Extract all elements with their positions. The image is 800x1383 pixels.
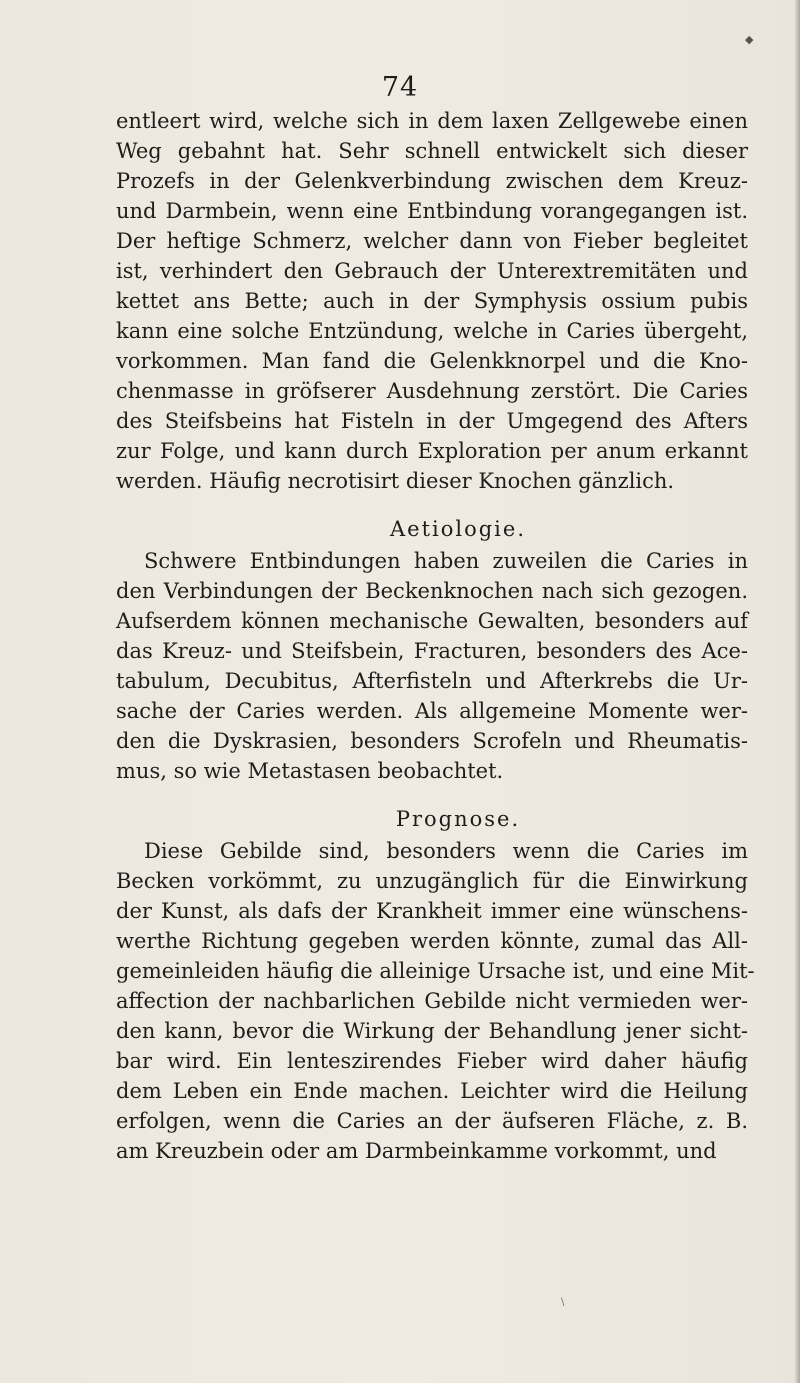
paragraph-2 — [116, 546, 748, 786]
body-text — [116, 106, 755, 1166]
text-line: vorkommen. Man fand die Gelenkknorpel und die Kno- — [116, 349, 748, 373]
paragraph-3 — [116, 836, 755, 1166]
text-line: mus, so wie Metastasen beobachtet. — [116, 759, 504, 783]
text-line: ist, verhindert den Gebrauch der Unterextremitäten und — [116, 259, 748, 283]
bottom-mark: \ — [561, 1297, 565, 1308]
text-line: und Darmbein, wenn eine Entbindung vorangegangen ist. — [116, 199, 748, 223]
text-line: Becken vorkömmt, zu unzugänglich für die Einwirkung — [116, 869, 748, 893]
text-line: Diese Gebilde sind, besonders wenn die Caries im — [144, 839, 748, 863]
page-edge-shadow — [794, 0, 800, 1383]
text-line: den kann, bevor die Wirkung der Behandlung jener sicht- — [116, 1019, 748, 1043]
text-line: entleert wird, welche sich in dem laxen Zellgewebe einen — [116, 109, 748, 133]
section-heading-aetiologie: Aetiologie. — [389, 517, 526, 541]
text-line: am Kreuzbein oder am Darmbeinkamme vorkommt, und — [116, 1139, 717, 1163]
text-line: das Kreuz- und Steifsbein, Fracturen, besonders des Ace- — [116, 639, 748, 663]
text-line: sache der Caries werden. Als allgemeine Momente wer- — [116, 699, 748, 723]
section-heading-prognose: Prognose. — [395, 807, 521, 831]
text-line: tabulum, Decubitus, Afterfisteln und Afterkrebs die Ur- — [116, 669, 748, 693]
text-line: dem Leben ein Ende machen. Leichter wird die Heilung — [116, 1079, 748, 1103]
text-line: Aufserdem können mechanische Gewalten, besonders auf — [116, 609, 748, 633]
text-line: Der heftige Schmerz, welcher dann von Fieber begleitet — [116, 229, 748, 253]
text-line: Schwere Entbindungen haben zuweilen die Caries in — [144, 549, 748, 573]
page-number: 74 — [381, 72, 419, 103]
text-line: gemeinleiden häufig die alleinige Ursache ist, und eine Mit- — [116, 959, 755, 983]
text-line: Prozefs in der Gelenkverbindung zwischen dem Kreuz- — [116, 169, 748, 193]
text-line: bar wird. Ein lenteszirendes Fieber wird daher häufig — [116, 1049, 748, 1073]
corner-mark: ◆ — [745, 33, 754, 46]
text-line: zur Folge, und kann durch Exploration per anum erkannt — [116, 439, 748, 463]
text-line: werden. Häufig necrotisirt dieser Knochen gänzlich. — [116, 469, 675, 493]
text-line: den Verbindungen der Beckenknochen nach sich gezogen. — [116, 579, 748, 603]
text-line: chenmasse in gröfserer Ausdehnung zerstört. Die Caries — [116, 379, 748, 403]
text-line: Weg gebahnt hat. Sehr schnell entwickelt sich dieser — [116, 139, 748, 163]
text-line: affection der nachbarlichen Gebilde nicht vermieden wer- — [116, 989, 748, 1013]
text-line: kann eine solche Entzündung, welche in Caries übergeht, — [116, 319, 748, 343]
text-line: den die Dyskrasien, besonders Scrofeln und Rheumatis- — [116, 729, 748, 753]
text-line: kettet ans Bette; auch in der Symphysis ossium pubis — [116, 289, 748, 313]
text-line: werthe Richtung gegeben werden könnte, zumal das All- — [116, 929, 748, 953]
text-line: erfolgen, wenn die Caries an der äufseren Fläche, z. B. — [116, 1109, 748, 1133]
text-line: der Kunst, als dafs der Krankheit immer eine wünschens- — [116, 899, 748, 923]
text-line: des Steifsbeins hat Fisteln in der Umgegend des Afters — [116, 409, 748, 433]
paragraph-1 — [116, 106, 748, 496]
